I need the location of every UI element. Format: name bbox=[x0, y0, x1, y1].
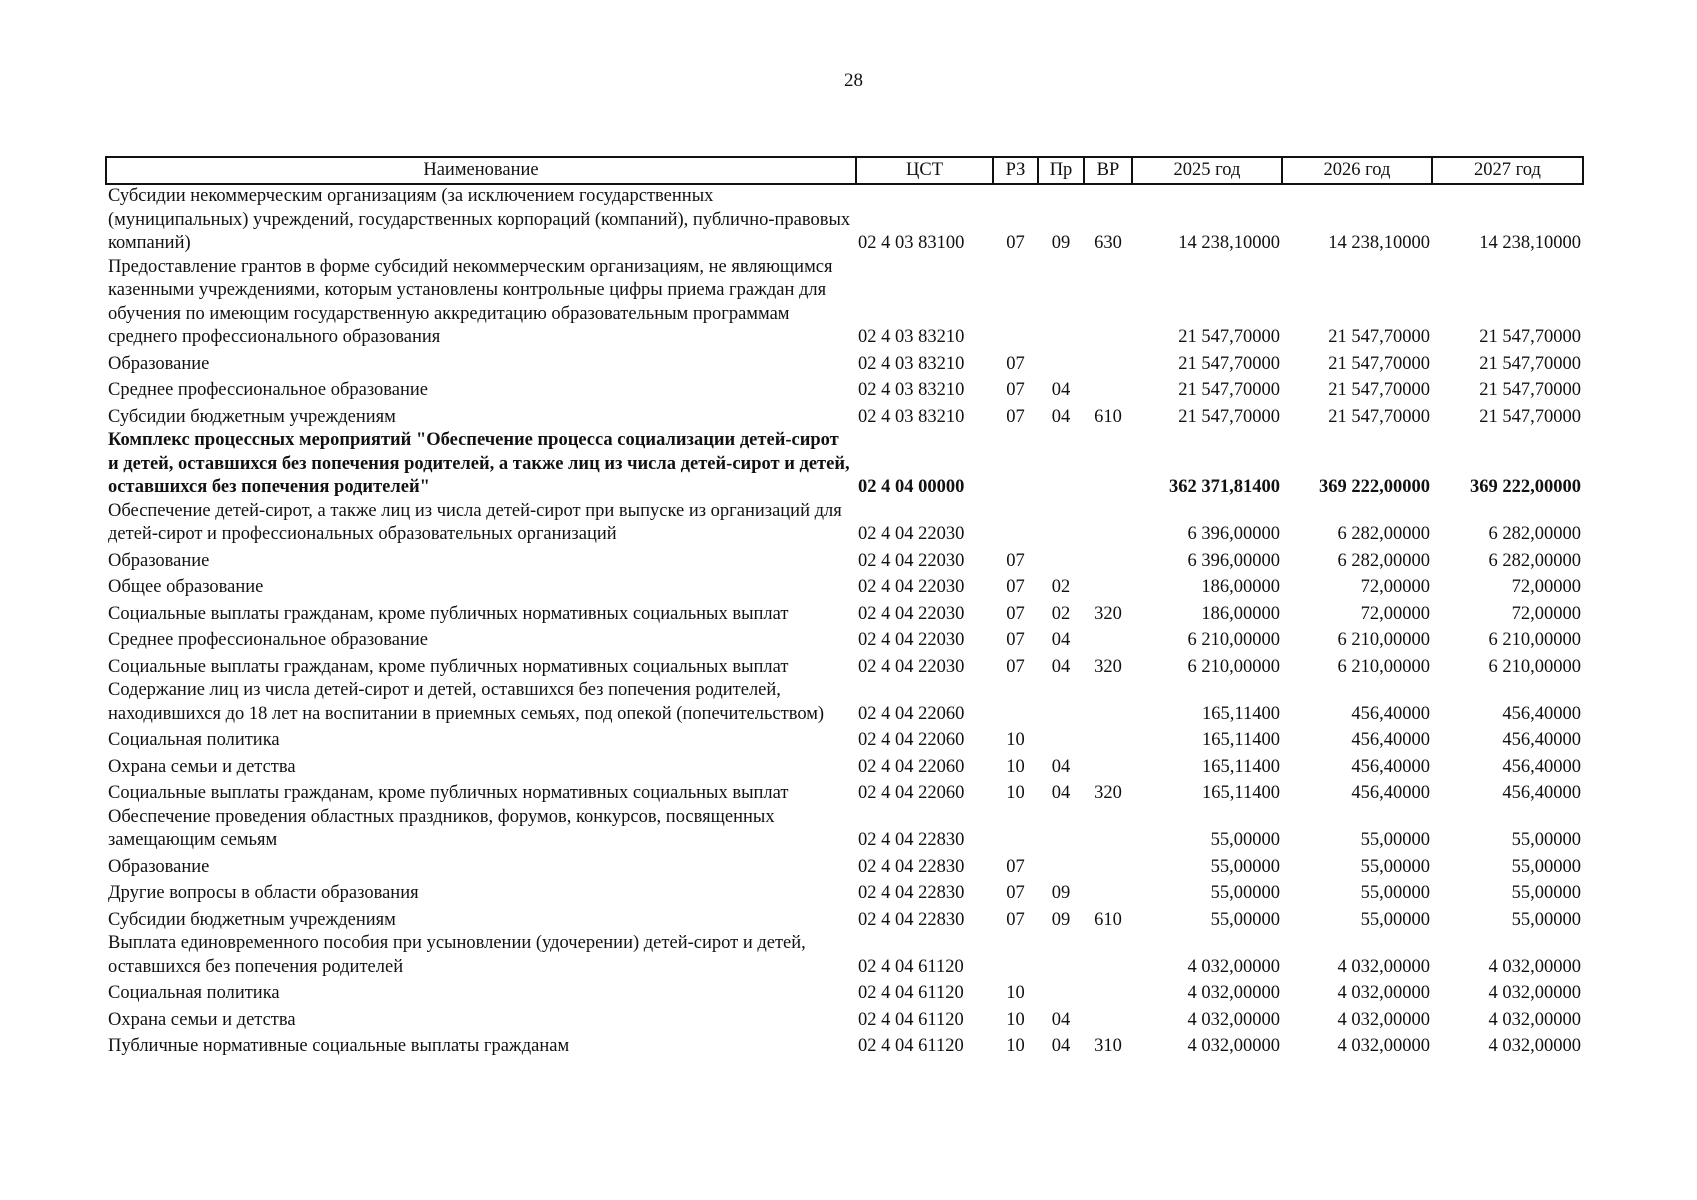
row-pr: 09 bbox=[1051, 883, 1071, 903]
row-rz: 07 bbox=[1006, 353, 1025, 374]
row-cst: 02 4 04 22030 bbox=[858, 550, 965, 571]
row-2026: 72,00000 bbox=[1360, 577, 1430, 597]
row-2026: 21 547,70000 bbox=[1328, 353, 1430, 374]
row-vr bbox=[1084, 806, 1132, 853]
row-pr: 02 bbox=[1051, 603, 1071, 624]
row-cst: 02 4 04 22830 bbox=[858, 856, 965, 877]
row-2027: 55,00000 bbox=[1511, 883, 1581, 903]
row-2026: 4 032,00000 bbox=[1337, 983, 1430, 1003]
row-rz: 07 bbox=[1006, 603, 1025, 624]
row-name: Среднее профессиональное образование bbox=[108, 630, 428, 650]
row-pr: 02 bbox=[1051, 577, 1071, 597]
header-cst: ЦСТ bbox=[856, 157, 993, 184]
row-2027: 55,00000 bbox=[1511, 830, 1581, 850]
row-2027: 6 282,00000 bbox=[1488, 524, 1581, 544]
row-vr: 320 bbox=[1094, 783, 1122, 803]
table-row bbox=[106, 653, 1583, 680]
row-2025: 55,00000 bbox=[1210, 856, 1280, 877]
row-name: Предоставление грантов в форме субсидий некоммерческим организациям, не являющимся казенными учреждениями, которым установлены контрольные цифры приема граждан для обучения по имеющим государственную аккредитацию образовательным программам среднего профессионального образования bbox=[108, 256, 833, 347]
row-2026: 6 210,00000 bbox=[1337, 656, 1430, 677]
row-vr: 610 bbox=[1094, 909, 1122, 930]
table-row bbox=[106, 932, 1583, 979]
row-pr: 04 bbox=[1051, 756, 1071, 777]
row-vr: 310 bbox=[1094, 1036, 1122, 1056]
row-2027: 4 032,00000 bbox=[1488, 983, 1581, 1003]
table-row bbox=[106, 1006, 1583, 1033]
row-cst: 02 4 04 22060 bbox=[858, 756, 965, 777]
row-2026: 55,00000 bbox=[1360, 856, 1430, 877]
row-2025: 4 032,00000 bbox=[1187, 983, 1280, 1003]
row-2025: 165,11400 bbox=[1202, 783, 1280, 803]
row-pr: 04 bbox=[1051, 783, 1071, 803]
row-cst: 02 4 04 22030 bbox=[858, 630, 965, 650]
header-pr: Пр bbox=[1038, 157, 1084, 184]
row-pr bbox=[1038, 853, 1084, 880]
row-vr bbox=[1084, 500, 1132, 547]
table-row bbox=[106, 184, 1583, 256]
row-vr bbox=[1084, 429, 1132, 500]
table-row bbox=[106, 979, 1583, 1006]
row-2025: 6 396,00000 bbox=[1187, 550, 1280, 571]
row-name: Охрана семьи и детства bbox=[108, 1009, 296, 1030]
row-vr bbox=[1084, 879, 1132, 906]
header-2027: 2027 год bbox=[1432, 157, 1583, 184]
row-name: Социальные выплаты гражданам, кроме публичных нормативных социальных выплат bbox=[108, 656, 789, 677]
row-pr: 09 bbox=[1051, 909, 1071, 930]
row-2025: 55,00000 bbox=[1210, 830, 1280, 850]
table-row bbox=[106, 547, 1583, 574]
row-rz: 07 bbox=[1006, 883, 1025, 903]
row-2025: 362 371,81400 bbox=[1169, 477, 1280, 497]
row-2025: 6 210,00000 bbox=[1187, 630, 1280, 650]
row-name: Образование bbox=[108, 550, 210, 571]
row-2027: 72,00000 bbox=[1511, 603, 1581, 624]
row-2025: 165,11400 bbox=[1202, 703, 1280, 724]
row-pr bbox=[1038, 256, 1084, 350]
row-rz: 07 bbox=[1006, 630, 1025, 650]
row-2025: 21 547,70000 bbox=[1178, 406, 1280, 427]
row-2025: 6 396,00000 bbox=[1187, 524, 1280, 544]
row-2026: 456,40000 bbox=[1351, 730, 1430, 750]
row-2026: 4 032,00000 bbox=[1337, 956, 1430, 977]
row-rz: 07 bbox=[1006, 380, 1025, 400]
row-name: Общее образование bbox=[108, 577, 264, 597]
row-name: Социальные выплаты гражданам, кроме публичных нормативных социальных выплат bbox=[108, 783, 789, 803]
table-row bbox=[106, 256, 1583, 350]
row-cst: 02 4 04 22830 bbox=[858, 909, 965, 930]
row-vr bbox=[1084, 573, 1132, 600]
row-rz bbox=[993, 429, 1038, 500]
budget-table bbox=[105, 156, 1584, 1059]
row-vr bbox=[1084, 626, 1132, 653]
row-name: Выплата единовременного пособия при усыновлении (удочерении) детей-сирот и детей, оставшихся без попечения родителей bbox=[108, 933, 806, 977]
row-2026: 4 032,00000 bbox=[1337, 1036, 1430, 1056]
header-row bbox=[106, 157, 1583, 184]
row-pr bbox=[1038, 547, 1084, 574]
row-2026: 6 282,00000 bbox=[1337, 550, 1430, 571]
page-number: 28 bbox=[844, 70, 863, 91]
row-2027: 6 210,00000 bbox=[1488, 656, 1581, 677]
row-2026: 55,00000 bbox=[1360, 909, 1430, 930]
row-name: Содержание лиц из числа детей-сирот и детей, оставшихся без попечения родителей, находившихся до 18 лет на воспитании в приемных семьях, под опекой (попечительством) bbox=[108, 680, 825, 724]
row-2025: 165,11400 bbox=[1202, 756, 1280, 777]
row-2025: 14 238,10000 bbox=[1178, 233, 1280, 253]
table-row bbox=[106, 350, 1583, 377]
table-row bbox=[106, 626, 1583, 653]
row-2026: 55,00000 bbox=[1360, 883, 1430, 903]
row-2027: 14 238,10000 bbox=[1479, 233, 1581, 253]
row-2025: 165,11400 bbox=[1202, 730, 1280, 750]
row-vr bbox=[1084, 979, 1132, 1006]
row-rz: 07 bbox=[1006, 577, 1025, 597]
row-2025: 55,00000 bbox=[1210, 909, 1280, 930]
row-name: Социальная политика bbox=[108, 983, 280, 1003]
row-rz bbox=[993, 806, 1038, 853]
row-name: Публичные нормативные социальные выплаты гражданам bbox=[108, 1036, 570, 1056]
table-header bbox=[106, 157, 1583, 184]
table-row bbox=[106, 403, 1583, 430]
row-pr: 04 bbox=[1051, 1009, 1071, 1030]
row-name: Комплекс процессных мероприятий "Обеспечение процесса социализации детей-сирот и детей, оставшихся без попечения родителей, а также лиц из числа детей-сирот и детей, оставшихся без попечения родителей" bbox=[108, 430, 850, 497]
row-2027: 369 222,00000 bbox=[1470, 477, 1581, 497]
row-cst: 02 4 04 00000 bbox=[858, 477, 965, 497]
row-vr bbox=[1084, 853, 1132, 880]
row-2026: 4 032,00000 bbox=[1337, 1009, 1430, 1030]
table-row bbox=[106, 600, 1583, 627]
row-cst: 02 4 03 83210 bbox=[858, 327, 965, 347]
row-2026: 72,00000 bbox=[1360, 603, 1430, 624]
table-row bbox=[106, 779, 1583, 806]
row-2025: 21 547,70000 bbox=[1178, 353, 1280, 374]
row-pr: 04 bbox=[1051, 1036, 1071, 1056]
row-cst: 02 4 04 22060 bbox=[858, 703, 965, 724]
row-vr: 630 bbox=[1094, 233, 1122, 253]
row-vr bbox=[1084, 753, 1132, 780]
row-2026: 14 238,10000 bbox=[1328, 233, 1430, 253]
header-rz: РЗ bbox=[993, 157, 1038, 184]
row-2026: 21 547,70000 bbox=[1328, 327, 1430, 347]
row-vr bbox=[1084, 932, 1132, 979]
row-vr bbox=[1084, 547, 1132, 574]
row-cst: 02 4 04 22030 bbox=[858, 656, 965, 677]
row-rz: 07 bbox=[1006, 406, 1025, 427]
row-name: Субсидии некоммерческим организациям (за исключением государственных (муниципальных) учреждений, государственных корпораций (компаний), публично-правовых компаний) bbox=[108, 186, 851, 253]
row-vr bbox=[1084, 1006, 1132, 1033]
row-rz bbox=[993, 679, 1038, 726]
row-cst: 02 4 03 83100 bbox=[858, 233, 965, 253]
row-name: Субсидии бюджетным учреждениям bbox=[108, 406, 396, 427]
row-cst: 02 4 04 22030 bbox=[858, 524, 965, 544]
row-rz: 07 bbox=[1006, 909, 1025, 930]
row-2025: 4 032,00000 bbox=[1187, 1009, 1280, 1030]
row-2025: 55,00000 bbox=[1210, 883, 1280, 903]
table-row bbox=[106, 500, 1583, 547]
row-2025: 4 032,00000 bbox=[1187, 956, 1280, 977]
table-row bbox=[106, 679, 1583, 726]
row-2027: 4 032,00000 bbox=[1488, 1009, 1581, 1030]
row-rz: 10 bbox=[1006, 756, 1025, 777]
row-vr: 320 bbox=[1094, 656, 1122, 677]
table-body bbox=[106, 184, 1583, 1059]
row-rz: 07 bbox=[1006, 233, 1025, 253]
row-vr bbox=[1084, 350, 1132, 377]
row-cst: 02 4 04 22830 bbox=[858, 883, 965, 903]
row-2025: 6 210,00000 bbox=[1187, 656, 1280, 677]
row-cst: 02 4 04 22060 bbox=[858, 730, 965, 750]
row-2026: 456,40000 bbox=[1351, 783, 1430, 803]
row-vr bbox=[1084, 376, 1132, 403]
row-2027: 6 210,00000 bbox=[1488, 630, 1581, 650]
row-cst: 02 4 03 83210 bbox=[858, 406, 965, 427]
row-2025: 186,00000 bbox=[1201, 603, 1280, 624]
row-2027: 21 547,70000 bbox=[1479, 380, 1581, 400]
row-cst: 02 4 04 61120 bbox=[858, 1009, 964, 1030]
row-name: Среднее профессиональное образование bbox=[108, 380, 428, 400]
header-vr: ВР bbox=[1084, 157, 1132, 184]
row-vr: 320 bbox=[1094, 603, 1122, 624]
row-rz bbox=[993, 932, 1038, 979]
row-2027: 456,40000 bbox=[1502, 783, 1581, 803]
row-2026: 456,40000 bbox=[1351, 703, 1430, 724]
row-pr: 04 bbox=[1051, 406, 1071, 427]
row-2027: 21 547,70000 bbox=[1479, 406, 1581, 427]
row-2026: 55,00000 bbox=[1360, 830, 1430, 850]
row-vr bbox=[1084, 256, 1132, 350]
row-pr: 04 bbox=[1051, 380, 1071, 400]
row-2027: 456,40000 bbox=[1502, 703, 1581, 724]
row-2025: 21 547,70000 bbox=[1178, 380, 1280, 400]
table-row bbox=[106, 906, 1583, 933]
table-row bbox=[106, 806, 1583, 853]
row-2026: 369 222,00000 bbox=[1319, 477, 1430, 497]
row-rz: 07 bbox=[1006, 856, 1025, 877]
row-name: Охрана семьи и детства bbox=[108, 756, 296, 777]
row-cst: 02 4 04 22030 bbox=[858, 603, 965, 624]
row-2027: 55,00000 bbox=[1511, 909, 1581, 930]
row-pr bbox=[1038, 726, 1084, 753]
row-vr bbox=[1084, 679, 1132, 726]
row-name: Социальные выплаты гражданам, кроме публичных нормативных социальных выплат bbox=[108, 603, 789, 624]
table-row bbox=[106, 726, 1583, 753]
row-2027: 55,00000 bbox=[1511, 856, 1581, 877]
row-2027: 6 282,00000 bbox=[1488, 550, 1581, 571]
table-row bbox=[106, 753, 1583, 780]
row-2027: 4 032,00000 bbox=[1488, 1036, 1581, 1056]
row-rz bbox=[993, 500, 1038, 547]
row-2025: 186,00000 bbox=[1201, 577, 1280, 597]
row-rz: 10 bbox=[1006, 983, 1025, 1003]
row-name: Обеспечение проведения областных праздников, форумов, конкурсов, посвященных замещающим семьям bbox=[108, 806, 775, 850]
table-row bbox=[106, 879, 1583, 906]
row-pr bbox=[1038, 979, 1084, 1006]
row-pr: 04 bbox=[1051, 656, 1071, 677]
row-rz: 07 bbox=[1006, 550, 1025, 571]
row-2026: 21 547,70000 bbox=[1328, 380, 1430, 400]
row-name: Другие вопросы в области образования bbox=[108, 883, 419, 903]
row-2027: 456,40000 bbox=[1502, 730, 1581, 750]
row-vr: 610 bbox=[1094, 406, 1122, 427]
row-2027: 21 547,70000 bbox=[1479, 327, 1581, 347]
row-cst: 02 4 04 22830 bbox=[858, 830, 965, 850]
row-pr: 09 bbox=[1051, 233, 1071, 253]
row-name: Образование bbox=[108, 856, 210, 877]
row-rz bbox=[993, 256, 1038, 350]
row-cst: 02 4 04 61120 bbox=[858, 1036, 964, 1056]
row-rz: 10 bbox=[1006, 730, 1025, 750]
row-2026: 6 210,00000 bbox=[1337, 630, 1430, 650]
row-cst: 02 4 03 83210 bbox=[858, 353, 965, 374]
table-row bbox=[106, 1032, 1583, 1059]
row-pr bbox=[1038, 500, 1084, 547]
row-rz: 10 bbox=[1006, 783, 1025, 803]
row-pr bbox=[1038, 932, 1084, 979]
row-pr bbox=[1038, 350, 1084, 377]
row-cst: 02 4 04 61120 bbox=[858, 983, 964, 1003]
header-name: Наименование bbox=[106, 157, 856, 184]
row-cst: 02 4 04 22060 bbox=[858, 783, 965, 803]
table-row bbox=[106, 573, 1583, 600]
row-pr bbox=[1038, 679, 1084, 726]
row-name: Образование bbox=[108, 353, 210, 374]
row-name: Обеспечение детей-сирот, а также лиц из числа детей-сирот при выпуске из организаций для детей-сирот и профессиональных образовательных организаций bbox=[108, 500, 842, 544]
row-2026: 456,40000 bbox=[1351, 756, 1430, 777]
table-row bbox=[106, 376, 1583, 403]
row-cst: 02 4 04 22030 bbox=[858, 577, 965, 597]
table-row bbox=[106, 853, 1583, 880]
row-rz: 10 bbox=[1006, 1036, 1025, 1056]
row-2027: 456,40000 bbox=[1502, 756, 1581, 777]
row-vr bbox=[1084, 726, 1132, 753]
row-pr bbox=[1038, 429, 1084, 500]
row-pr bbox=[1038, 806, 1084, 853]
row-pr: 04 bbox=[1051, 630, 1071, 650]
row-2026: 6 282,00000 bbox=[1337, 524, 1430, 544]
row-2027: 72,00000 bbox=[1511, 577, 1581, 597]
row-2027: 4 032,00000 bbox=[1488, 956, 1581, 977]
row-name: Социальная политика bbox=[108, 730, 280, 750]
table-row bbox=[106, 429, 1583, 500]
row-rz: 07 bbox=[1006, 656, 1025, 677]
row-cst: 02 4 04 61120 bbox=[858, 956, 964, 977]
row-rz: 10 bbox=[1006, 1009, 1025, 1030]
header-2025: 2025 год bbox=[1132, 157, 1282, 184]
row-cst: 02 4 03 83210 bbox=[858, 380, 965, 400]
row-2025: 4 032,00000 bbox=[1187, 1036, 1280, 1056]
header-2026: 2026 год bbox=[1282, 157, 1432, 184]
row-2026: 21 547,70000 bbox=[1328, 406, 1430, 427]
row-2027: 21 547,70000 bbox=[1479, 353, 1581, 374]
row-2025: 21 547,70000 bbox=[1178, 327, 1280, 347]
row-name: Субсидии бюджетным учреждениям bbox=[108, 909, 396, 930]
